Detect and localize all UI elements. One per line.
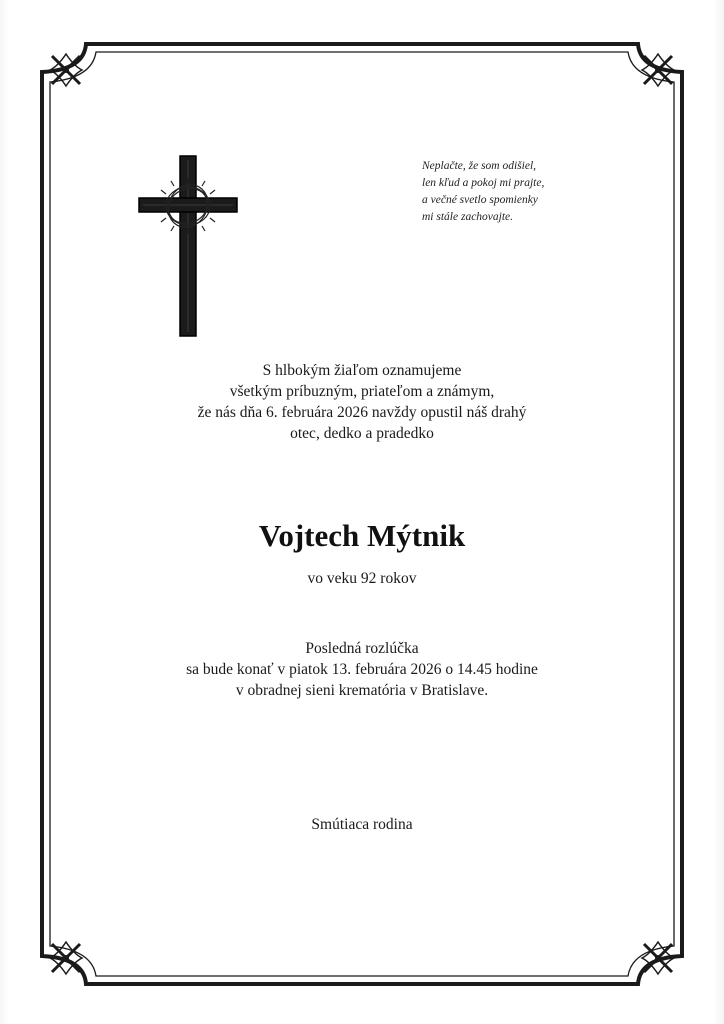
quote-line: Neplačte, že som odišiel, — [422, 160, 537, 172]
quote-line: mi stále zachovajte. — [422, 211, 514, 223]
farewell-line: v obradnej sieni krematória v Bratislave. — [235, 682, 489, 699]
announcement-line: že nás dňa 6. februára 2026 navždy opustil náš drahý — [197, 404, 527, 421]
farewell-details — [60, 638, 664, 701]
quote-line: a večné svetlo spomienky — [422, 194, 538, 206]
signature: Smútiaca rodina — [311, 816, 413, 833]
announcement-text — [60, 360, 664, 444]
cross-with-thorn-crown-icon — [136, 154, 240, 340]
deceased-age: vo veku 92 rokov — [307, 570, 417, 587]
announcement-line: všetkým príbuzným, priateľom a známym, — [229, 383, 495, 400]
announcement-line: S hlbokým žiaľom oznamujeme — [262, 362, 462, 379]
farewell-line: Posledná rozlúčka — [305, 640, 419, 657]
deceased-name: Vojtech Mýtnik — [258, 518, 466, 553]
announcement-line: otec, dedko a pradedko — [290, 425, 434, 442]
farewell-line: sa bude konať v piatok 13. februára 2026 o 14.45 hodine — [186, 661, 538, 678]
quote-line: len kľud a pokoj mi prajte, — [422, 177, 545, 189]
memorial-quote — [422, 158, 612, 226]
